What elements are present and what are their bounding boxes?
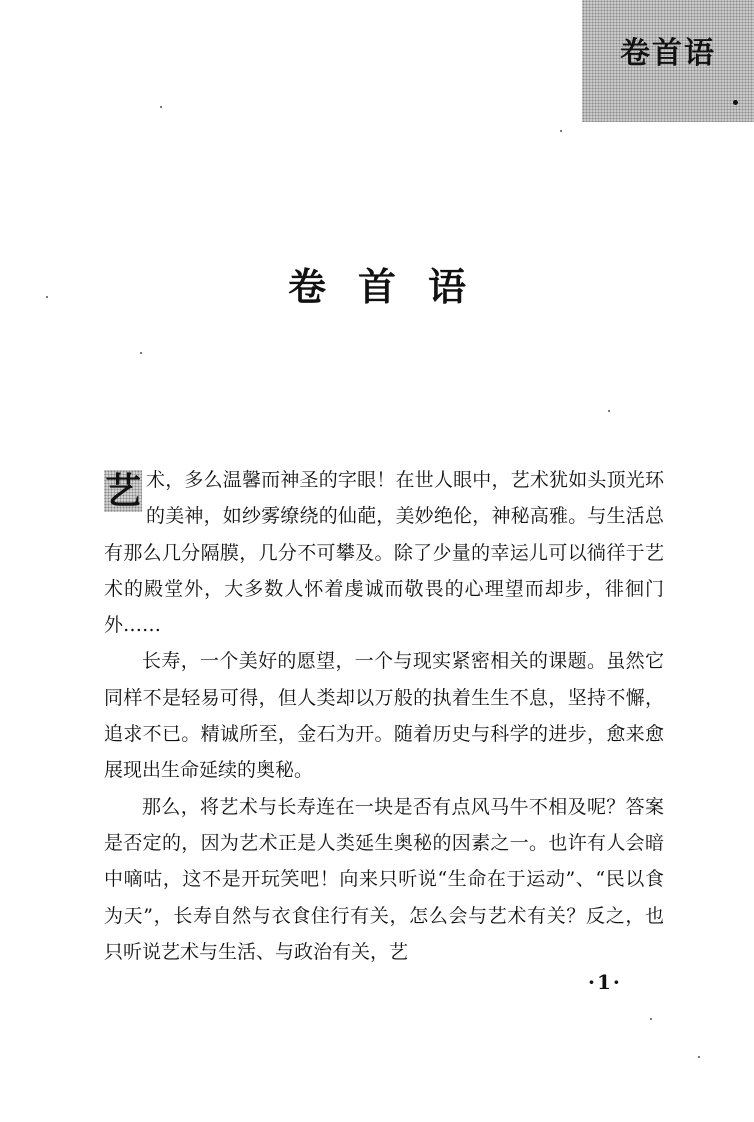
paragraph-2: 长寿，一个美好的愿望，一个与现实紧密相关的课题。虽然它同样不是轻易可得，但人类却以万般的执着生生不息，坚持不懈，追求不已。精诚所至，金石为开。随着历史与科学的进步，愈来愈展现出生命延续的奥秘。 (104, 650, 664, 782)
page-title: 卷首语 (287, 264, 498, 309)
scan-speck (560, 130, 562, 132)
scan-speck (608, 410, 610, 412)
scan-speck (160, 106, 162, 108)
scan-speck (650, 1018, 652, 1020)
page-number: ·1· (588, 970, 622, 994)
scan-speck (140, 352, 142, 354)
paragraph-1-text: 术，多么温馨而神圣的字眼！在世人眼中，艺术犹如头顶光环的美神，如纱雾缭绕的仙葩，美妙绝伦，神秘高雅。与生活总有那么几分隔膜，几分不可攀及。除了少量的幸运儿可以徜徉于艺术的殿堂外，大多数人怀着虔诚而敬畏的心理望而却步，徘徊门外…… (104, 469, 664, 637)
paragraph-3: 那么，将艺术与长寿连在一块是否有点风马牛不相及呢？答案是否定的，因为艺术正是人类延生奥秘的因素之一。也许有人会暗中嘀咕，这不是开玩笑吧！向来只听说“生命在于运动”、“民以食为天”，长寿自然与衣食住行有关，怎么会与艺术有关？反之，也只听说艺术与生活、与政治有关，艺 (104, 795, 664, 963)
corner-section-tab (582, 0, 754, 122)
scan-speck (698, 1056, 700, 1058)
paragraph-1 (104, 462, 664, 643)
body-text (104, 462, 664, 970)
scan-speck (46, 296, 48, 298)
corner-tab-label: 卷首语 (620, 36, 716, 71)
corner-bullet-mark (733, 100, 738, 105)
dropcap-character: 艺 (104, 470, 141, 512)
